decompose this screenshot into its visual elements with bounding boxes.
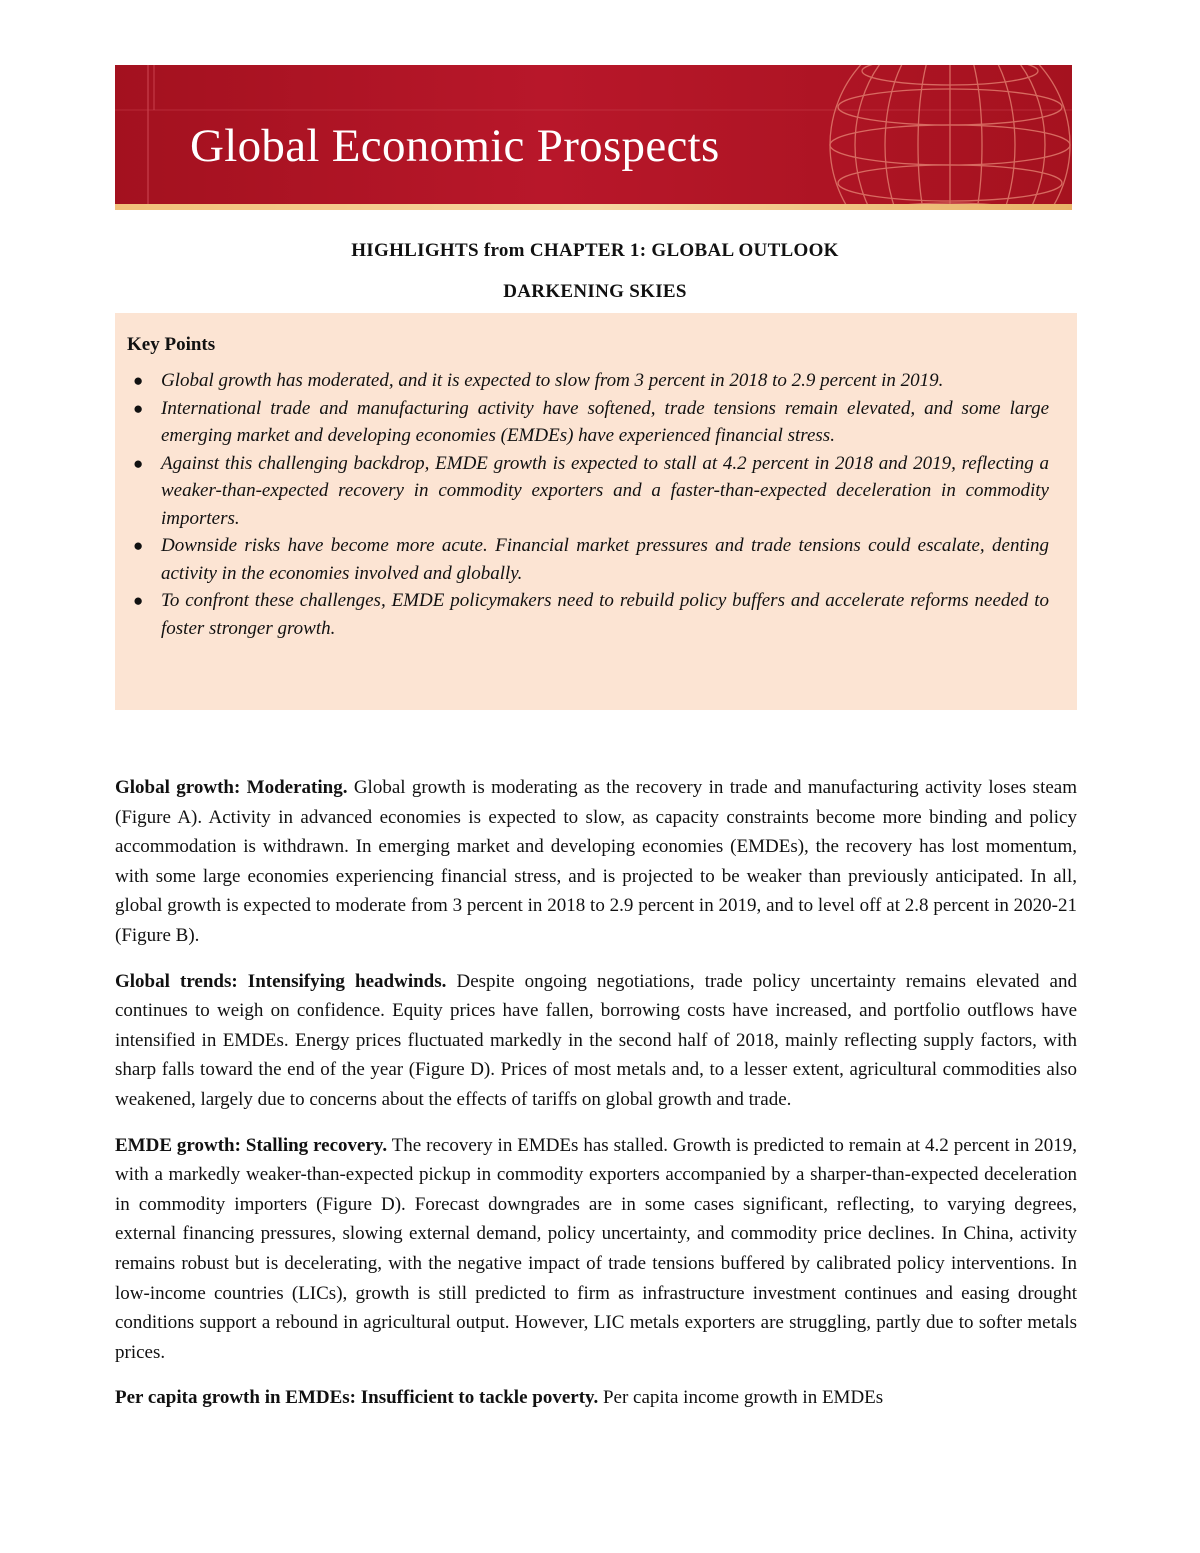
key-point-text: Downside risks have become more acute. Financial market pressures and trade tensions could escalate, denting activity in the economies involved and globally. bbox=[161, 535, 1049, 584]
paragraph-lead: Per capita growth in EMDEs: Insufficient to tackle poverty. bbox=[115, 1387, 599, 1409]
paragraph-global-trends bbox=[115, 967, 1077, 1115]
key-point-item bbox=[127, 450, 1049, 533]
key-point-text: Global growth has moderated, and it is expected to slow from 3 percent in 2018 to 2.9 percent in 2019. bbox=[161, 370, 944, 391]
chapter-heading: HIGHLIGHTS from CHAPTER 1: GLOBAL OUTLOOK bbox=[351, 240, 839, 261]
bullet-icon: ● bbox=[133, 536, 144, 555]
bullet-icon: ● bbox=[133, 371, 144, 390]
key-point-text: Against this challenging backdrop, EMDE growth is expected to stall at 4.2 percent in 2018 and 2019, reflecting a weaker-than-expected recovery in commodity exporters and a faster-than-expected deceleration in commodity importers. bbox=[161, 452, 1049, 529]
key-point-item bbox=[127, 587, 1049, 642]
paragraph-text: Per capita income growth in EMDEs bbox=[598, 1387, 884, 1409]
paragraph-emde-growth bbox=[115, 1131, 1077, 1368]
banner-title: Global Economic Prospects bbox=[190, 120, 720, 172]
bullet-icon: ● bbox=[133, 591, 144, 610]
paragraph-lead: Global growth: Moderating. bbox=[115, 777, 348, 798]
paragraph-text: Global growth is moderating as the recovery in trade and manufacturing activity loses steam (Figure A). Activity in advanced economies is expected to slow, as capacity constraints become more binding and policy accommodation is withdrawn. In emerging market and developing economies (EMDEs), the recovery has lost momentum, with some large economies experiencing financial stress, and is projected to be weaker than previously anticipated. In all, global growth is expected to moderate from 3 percent in 2018 to 2.9 percent in 2019, and to level off at 2.8 percent in 2020-21 (Figure B). bbox=[115, 777, 1077, 946]
paragraph-per-capita-growth bbox=[115, 1383, 1077, 1413]
key-point-item bbox=[127, 395, 1049, 450]
banner-gold-strip bbox=[115, 204, 1072, 210]
paragraph-text: The recovery in EMDEs has stalled. Growth is predicted to remain at 4.2 percent in 2019, with a markedly weaker-than-expected pickup in commodity exporters accompanied by a sharper-than-expected deceleration in commodity importers (Figure D). Forecast downgrades are in some cases significant, reflecting, to varying degrees, external financing pressures, slowing external demand, policy uncertainty, and commodity price declines. In China, activity remains robust but is decelerating, with the negative impact of trade tensions buffered by calibrated policy interventions. In low-income countries (LICs), growth is still predicted to firm as infrastructure investment continues and easing drought conditions support a rebound in agricultural output. However, LIC metals exporters are struggling, partly due to softer metals prices. bbox=[115, 1134, 1078, 1363]
key-point-text: To confront these challenges, EMDE policymakers need to rebuild policy buffers and accelerate reforms needed to foster stronger growth. bbox=[161, 590, 1049, 639]
key-points-list bbox=[127, 367, 1049, 642]
body-text bbox=[115, 773, 1077, 1429]
paragraph-global-growth bbox=[115, 773, 1077, 951]
key-point-text: International trade and manufacturing activity have softened, trade tensions remain elevated, and some large emerging market and developing economies (EMDEs) have experienced financial stress. bbox=[161, 397, 1049, 446]
key-points-box bbox=[115, 313, 1077, 710]
chapter-subtitle: DARKENING SKIES bbox=[503, 281, 687, 302]
paragraph-lead: EMDE growth: Stalling recovery. bbox=[115, 1134, 388, 1156]
report-banner bbox=[115, 65, 1072, 210]
paragraph-lead: Global trends: Intensifying headwinds. bbox=[115, 970, 447, 992]
paragraph-text: Despite ongoing negotiations, trade policy uncertainty remains elevated and continues to weigh on confidence. Equity prices have fallen, borrowing costs have increased, and portfolio outflows have intensified in EMDEs. Energy prices fluctuated markedly in the second half of 2018, mainly reflecting supply factors, with sharp falls toward the end of the year (Figure D). Prices of most metals and, to a lesser extent, agricultural commodities also weakened, largely due to concerns about the effects of tariffs on global growth and trade. bbox=[115, 970, 1077, 1110]
bullet-icon: ● bbox=[133, 453, 144, 473]
key-points-title: Key Points bbox=[127, 334, 216, 355]
key-point-item bbox=[127, 367, 1049, 395]
globe-icon bbox=[790, 65, 1072, 210]
bullet-icon: ● bbox=[133, 398, 144, 418]
key-point-item bbox=[127, 532, 1049, 587]
